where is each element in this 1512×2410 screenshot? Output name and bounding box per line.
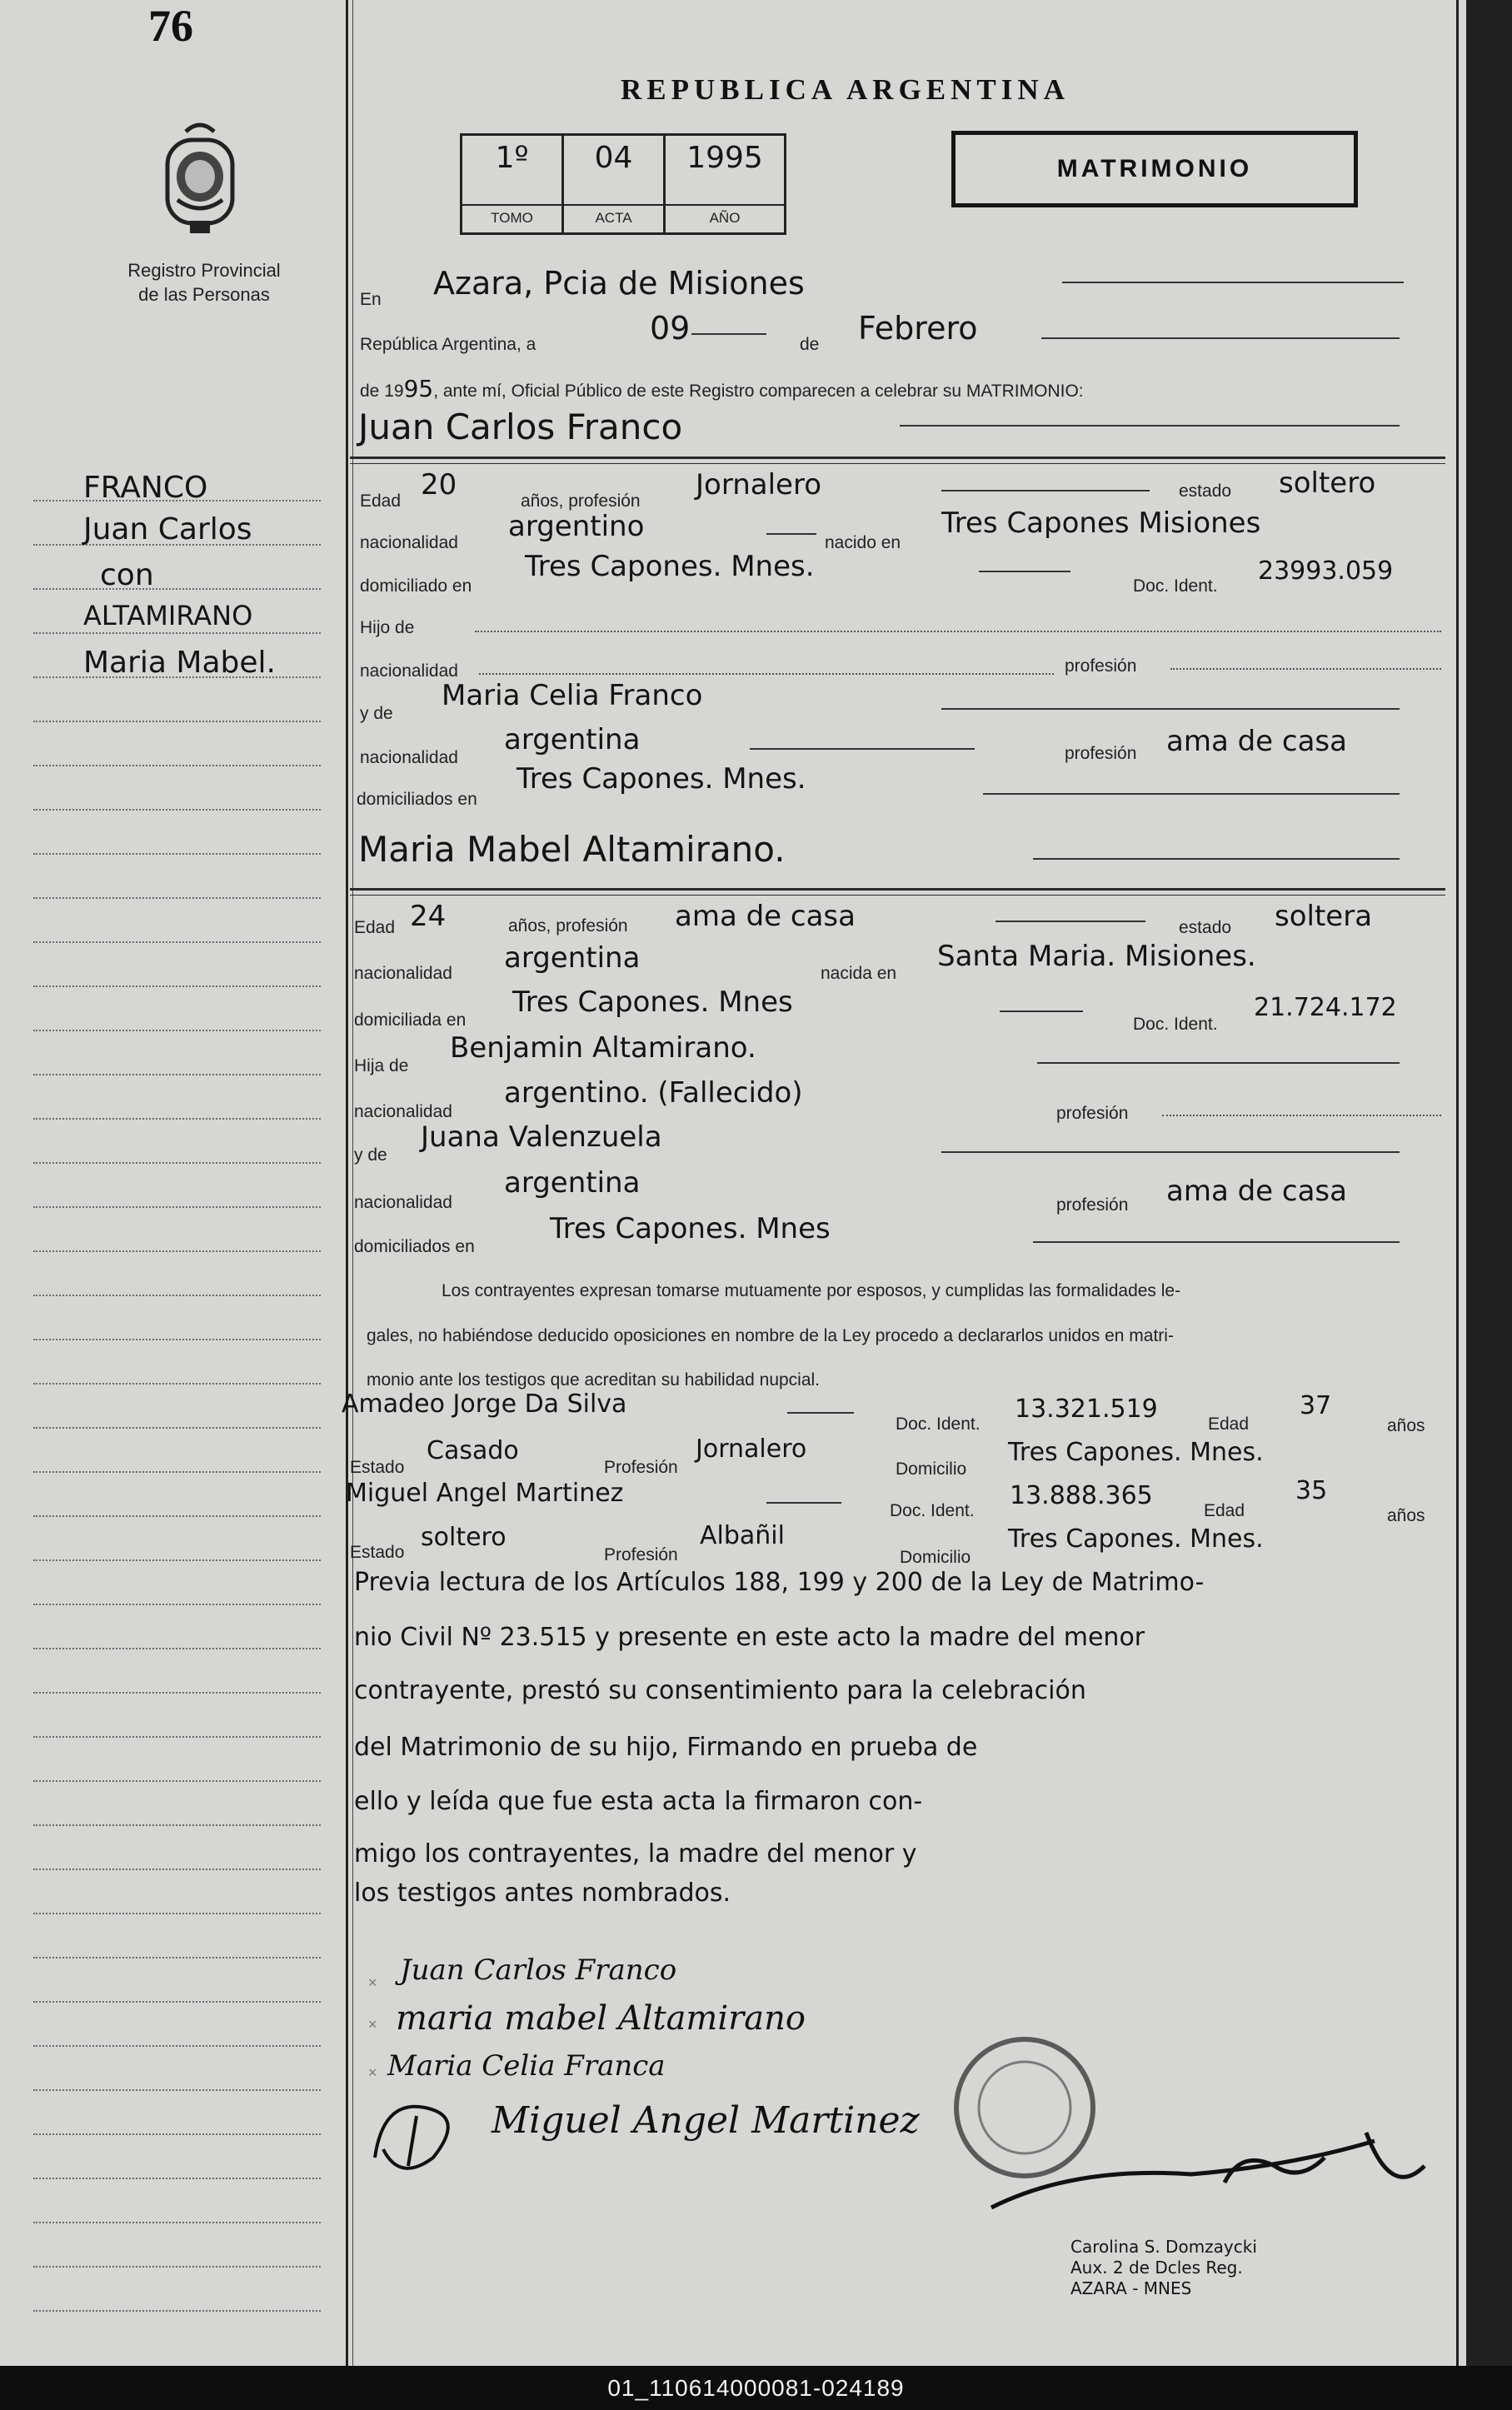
- registry-line1: Registro Provincial: [127, 260, 281, 281]
- margin-rule: [33, 721, 321, 723]
- margin-rule: [33, 1957, 321, 1959]
- bride-madre: Juana Valenzuela: [421, 1120, 662, 1154]
- groom-domiciliados: Tres Capones. Mnes.: [516, 762, 806, 796]
- witness2-domicilio-label: Domicilio: [900, 1548, 971, 1567]
- bride-y-de-label: y de: [354, 1145, 387, 1165]
- margin-rule: [33, 2001, 321, 2003]
- margin-rule: [33, 632, 321, 635]
- groom-doc-label: Doc. Ident.: [1133, 576, 1218, 596]
- bride-nac-padre-label: nacionalidad: [354, 1102, 452, 1121]
- note-line-3: contrayente, prestó su consentimiento para la celebración: [354, 1676, 1086, 1705]
- witness1-estado-label: Estado: [350, 1458, 405, 1477]
- acta-value: 04: [594, 141, 633, 175]
- signature-flourish: [358, 2083, 492, 2183]
- groom-nacido-label: nacido en: [825, 533, 901, 552]
- signature-mark-2: ×: [368, 2016, 377, 2033]
- groom-prof-padre-label: profesión: [1065, 656, 1137, 676]
- acta-label: ACTA: [564, 204, 663, 232]
- bride-nac-madre-label: nacionalidad: [354, 1193, 452, 1212]
- bride-domiciliados-label: domiciliados en: [354, 1237, 475, 1256]
- groom-edad: 20: [421, 468, 457, 501]
- groom-nacionalidad-line: [766, 533, 816, 535]
- margin-rule: [33, 1736, 321, 1739]
- margin-rule: [33, 2178, 321, 2180]
- bride-domiciliados-line: [1033, 1241, 1400, 1243]
- groom-name-line: [900, 425, 1400, 427]
- signature-mother: Maria Celia Franca: [387, 2049, 666, 2083]
- margin-rule: [33, 1250, 321, 1253]
- witness1-anios-label: años: [1387, 1416, 1425, 1435]
- margin-rule: [33, 2045, 321, 2048]
- witness1-name: Amadeo Jorge Da Silva: [342, 1390, 627, 1419]
- bride-name-line: [1033, 858, 1400, 860]
- groom-estado: soltero: [1279, 467, 1376, 500]
- margin-note-3: con: [100, 558, 154, 592]
- margin-rule: [33, 809, 321, 811]
- margin-rule: [33, 1030, 321, 1032]
- witness2-name-line: [766, 1502, 841, 1504]
- witness2-edad-label: Edad: [1204, 1501, 1245, 1520]
- body-text-2: gales, no habiéndose deducido oposiciones en nombre de la Ley procedo a declararlos unidos en matri-: [367, 1326, 1174, 1345]
- bride-hija-label: Hija de: [354, 1056, 409, 1075]
- margin-rule: [33, 1604, 321, 1606]
- groom-nacionalidad: argentino: [508, 510, 645, 543]
- intro-day: 09: [650, 310, 691, 347]
- groom-domicilio: Tres Capones. Mnes.: [525, 550, 815, 583]
- groom-domicilio-line: [979, 571, 1070, 572]
- bride-domicilio-line: [1000, 1010, 1083, 1012]
- groom-divider: [350, 457, 1445, 459]
- margin-rule: [33, 1515, 321, 1518]
- de-label: de: [800, 335, 820, 354]
- groom-estado-label: estado: [1179, 482, 1232, 501]
- witness1-estado: Casado: [427, 1436, 519, 1465]
- en-label: En: [360, 290, 382, 309]
- margin-rule: [33, 985, 321, 988]
- groom-y-de-label: y de: [360, 704, 393, 723]
- margin-rule: [33, 1648, 321, 1650]
- margin-rule: [33, 1824, 321, 1827]
- intro-month: Febrero: [858, 310, 978, 347]
- bride-nacida: Santa Maria. Misiones.: [937, 940, 1256, 973]
- margin-rule: [33, 1118, 321, 1120]
- bride-domicilio-label: domiciliada en: [354, 1010, 467, 1030]
- tomo-label: TOMO: [462, 204, 561, 232]
- margin-rule: [33, 1162, 321, 1165]
- groom-divider-2: [350, 463, 1445, 464]
- bride-domiciliados: Tres Capones. Mnes: [550, 1212, 831, 1245]
- registry-name: [100, 258, 308, 307]
- groom-madre-line: [941, 708, 1400, 710]
- bride-prof-padre-label: profesión: [1056, 1104, 1129, 1123]
- groom-nac-madre-label: nacionalidad: [360, 748, 458, 767]
- margin-rule: [33, 1869, 321, 1871]
- witness1-edad: 37: [1300, 1391, 1332, 1420]
- margin-divider: [346, 0, 348, 2366]
- registry-line2: de las Personas: [138, 284, 270, 305]
- margin-note-5: Maria Mabel.: [83, 646, 276, 680]
- groom-nac-madre-line: [750, 748, 975, 750]
- witness2-doc: 13.888.365: [1010, 1481, 1153, 1510]
- note-line-6: migo los contrayentes, la madre del menor y: [354, 1839, 917, 1869]
- groom-profesion-line: [941, 490, 1150, 491]
- margin-rule: [33, 588, 321, 591]
- margin-rule: [33, 765, 321, 767]
- margin-rule: [33, 1074, 321, 1076]
- witness2-profesion: Albañil: [700, 1521, 785, 1550]
- tomo-value: 1º: [495, 141, 529, 175]
- year-suffix: 95: [403, 375, 434, 402]
- bride-doc: 21.724.172: [1254, 993, 1397, 1022]
- margin-rule: [33, 1692, 321, 1694]
- bride-prof-padre-line: [1162, 1115, 1441, 1116]
- note-line-2: nio Civil Nº 23.515 y presente en este acto la madre del menor: [354, 1623, 1145, 1652]
- margin-rule: [33, 1339, 321, 1341]
- bride-domicilio: Tres Capones. Mnes: [512, 985, 793, 1019]
- intro-place-line: [1062, 282, 1404, 283]
- margin-note-1: FRANCO: [83, 471, 208, 505]
- bride-padre-line: [1037, 1062, 1400, 1064]
- witness2-name: Miguel Angel Martinez: [346, 1479, 624, 1508]
- note-line-1: Previa lectura de los Artículos 188, 199 y 200 de la Ley de Matrimo-: [354, 1568, 1205, 1597]
- signature-witness: Miguel Angel Martinez: [492, 2099, 920, 2142]
- witness2-profesion-label: Profesión: [604, 1545, 678, 1564]
- bride-edad-label: Edad: [354, 918, 396, 937]
- witness1-domicilio-label: Domicilio: [896, 1459, 967, 1479]
- groom-prof-padre-line: [1170, 668, 1441, 670]
- groom-nacionalidad-label: nacionalidad: [360, 533, 458, 552]
- bride-nacida-label: nacida en: [821, 964, 897, 983]
- margin-rule: [33, 853, 321, 856]
- bride-prof-madre-label: profesión: [1056, 1195, 1129, 1215]
- margin-rule: [33, 2133, 321, 2136]
- signature-groom: Juan Carlos Franco: [400, 1953, 677, 1987]
- witness1-domicilio: Tres Capones. Mnes.: [1008, 1438, 1264, 1467]
- margin-divider-inner: [352, 0, 353, 2366]
- acta-box: [561, 133, 666, 235]
- witness1-edad-label: Edad: [1208, 1415, 1250, 1434]
- witness2-estado-label: Estado: [350, 1543, 405, 1562]
- page-number: 76: [148, 1, 193, 51]
- bride-nac-padre: argentino. (Fallecido): [504, 1076, 803, 1110]
- bride-profesion: ama de casa: [675, 900, 856, 933]
- witness1-profesion: Jornalero: [696, 1435, 807, 1464]
- record-type-box: MATRIMONIO: [951, 131, 1358, 207]
- groom-prof-madre-label: profesión: [1065, 744, 1137, 763]
- bride-divider-2: [350, 895, 1445, 896]
- margin-rule: [33, 1913, 321, 1915]
- registrar-title: Aux. 2 de Dcles Reg.: [1070, 2258, 1243, 2278]
- margin-note-4: ALTAMIRANO: [83, 600, 253, 631]
- note-line-4: del Matrimonio de su hijo, Firmando en prueba de: [354, 1733, 978, 1762]
- groom-profesion-label: años, profesión: [521, 491, 641, 511]
- witness2-estado: soltero: [421, 1523, 506, 1552]
- groom-domiciliados-line: [983, 793, 1400, 795]
- image-id-label: 01_110614000081-024189: [607, 2375, 905, 2401]
- bride-nacionalidad: argentina: [504, 941, 641, 975]
- groom-nacido: Tres Capones Misiones: [941, 506, 1261, 540]
- margin-rule: [33, 1295, 321, 1297]
- registrar-name: Carolina S. Domzaycki: [1070, 2237, 1257, 2257]
- groom-nac-padre-line: [479, 673, 1054, 675]
- groom-hijo-line: [475, 631, 1441, 632]
- bride-estado: soltera: [1275, 900, 1373, 933]
- margin-rule: [33, 2089, 321, 2092]
- groom-prof-madre: ama de casa: [1166, 725, 1347, 758]
- margin-rule: [33, 1780, 321, 1783]
- registrar-place: AZARA - MNES: [1070, 2278, 1192, 2298]
- body-text-1: Los contrayentes expresan tomarse mutuamente por esposos, y cumplidas las formalidades le-: [442, 1281, 1181, 1300]
- witness1-doc: 13.321.519: [1015, 1395, 1158, 1424]
- signature-bride: maria mabel Altamirano: [396, 1999, 806, 2038]
- groom-domicilio-label: domiciliado en: [360, 576, 472, 596]
- intro-day-line: [691, 333, 766, 335]
- bride-nacionalidad-label: nacionalidad: [354, 964, 452, 983]
- margin-rule: [33, 1206, 321, 1209]
- groom-doc: 23993.059: [1258, 556, 1394, 586]
- bride-nac-madre: argentina: [504, 1166, 641, 1200]
- anio-box: [663, 133, 786, 235]
- groom-domiciliados-label: domiciliados en: [357, 790, 477, 809]
- registrar-signature: [975, 2116, 1441, 2233]
- witness1-profesion-label: Profesión: [604, 1458, 678, 1477]
- bride-padre: Benjamin Altamirano.: [450, 1031, 756, 1065]
- margin-note-2: Juan Carlos: [83, 512, 252, 546]
- margin-rule: [33, 1471, 321, 1474]
- witness2-edad: 35: [1295, 1476, 1328, 1505]
- bride-name: Maria Mabel Altamirano.: [358, 829, 786, 870]
- witness1-name-line: [787, 1412, 854, 1414]
- bride-estado-label: estado: [1179, 918, 1232, 937]
- groom-name: Juan Carlos Franco: [358, 407, 683, 447]
- groom-edad-label: Edad: [360, 491, 402, 511]
- year-prefix: de 19: [360, 382, 404, 401]
- margin-rule: [33, 2310, 321, 2313]
- anio-label: AÑO: [666, 204, 784, 232]
- margin-rule: [33, 941, 321, 944]
- witness2-doc-label: Doc. Ident.: [890, 1501, 975, 1520]
- tomo-box: [460, 133, 564, 235]
- groom-madre: Maria Celia Franco: [442, 679, 703, 712]
- appearance-statement: , ante mí, Oficial Público de este Registro comparecen a celebrar su MATRIMONIO:: [433, 382, 1084, 401]
- signature-mark-3: ×: [368, 2064, 377, 2081]
- signature-mark-1: ×: [368, 1974, 377, 1991]
- groom-hijo-label: Hijo de: [360, 618, 415, 637]
- witness2-anios-label: años: [1387, 1506, 1425, 1525]
- bride-divider: [350, 888, 1445, 891]
- bride-profesion-line: [996, 921, 1145, 922]
- right-border: [1456, 0, 1459, 2366]
- margin-rule: [33, 897, 321, 900]
- margin-rule: [33, 1427, 321, 1430]
- intro-month-line: [1041, 337, 1400, 339]
- note-line-7: los testigos antes nombrados.: [354, 1879, 731, 1908]
- witness2-domicilio: Tres Capones. Mnes.: [1008, 1524, 1264, 1554]
- margin-rule: [33, 1559, 321, 1562]
- bride-edad: 24: [410, 900, 447, 933]
- year-line: [360, 375, 1084, 402]
- rep-label: República Argentina, a: [360, 335, 536, 354]
- country-heading: REPUBLICA ARGENTINA: [621, 73, 1070, 106]
- scan-edge: [1466, 0, 1512, 2410]
- anio-value: 1995: [686, 141, 763, 175]
- margin-rule: [33, 2266, 321, 2268]
- bride-doc-label: Doc. Ident.: [1133, 1015, 1218, 1034]
- body-text-3: monio ante los testigos que acreditan su habilidad nupcial.: [367, 1370, 821, 1390]
- bride-profesion-label: años, profesión: [508, 916, 628, 936]
- bride-madre-line: [941, 1151, 1400, 1153]
- witness1-doc-label: Doc. Ident.: [896, 1415, 981, 1434]
- margin-rule: [33, 1383, 321, 1385]
- intro-place: Azara, Pcia de Misiones: [433, 265, 805, 302]
- groom-nac-padre-label: nacionalidad: [360, 661, 458, 681]
- groom-profesion: Jornalero: [696, 468, 821, 501]
- bride-prof-madre: ama de casa: [1166, 1175, 1347, 1208]
- registry-emblem: [161, 117, 240, 242]
- note-line-5: ello y leída que fue esta acta la firmaron con-: [354, 1787, 923, 1816]
- margin-rule: [33, 2222, 321, 2224]
- groom-nac-madre: argentina: [504, 723, 641, 756]
